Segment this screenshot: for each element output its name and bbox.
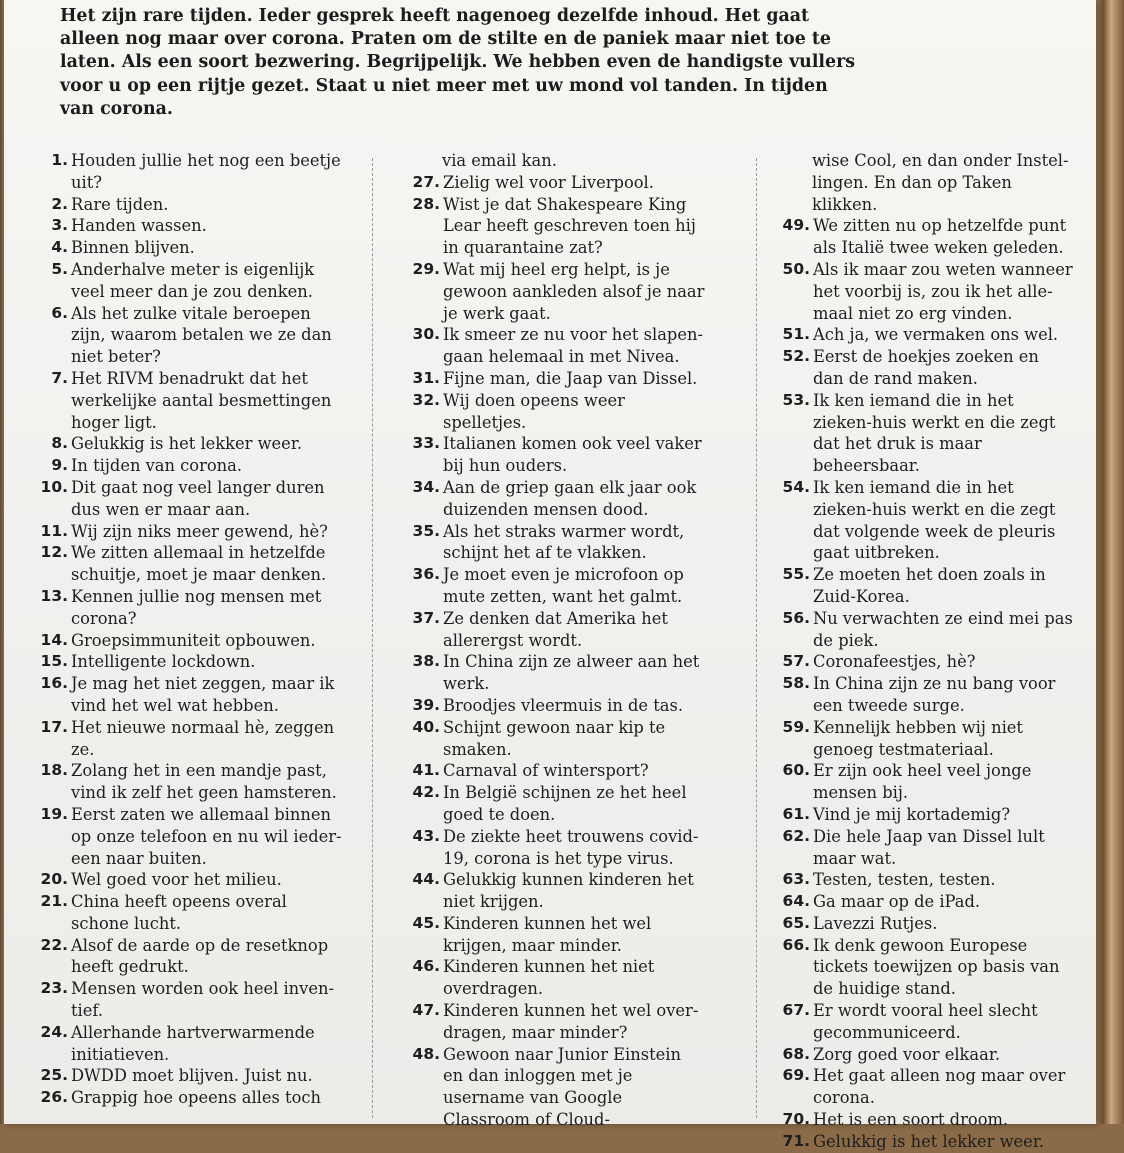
list-item bbox=[34, 1065, 349, 1087]
list-item bbox=[34, 978, 349, 1022]
item-text: Kinderen kunnen het wel krijgen, maar minder. bbox=[443, 913, 652, 955]
item-number: 22. bbox=[40, 935, 68, 954]
list-item bbox=[774, 608, 1074, 652]
item-text: Ik smeer ze nu voor het slapen-gaan helemaal in met Nivea. bbox=[443, 325, 703, 367]
item-number: 1. bbox=[51, 151, 68, 169]
item-text: Mensen worden ook heel inven-tief. bbox=[71, 979, 334, 1021]
item-number: 23. bbox=[40, 979, 68, 998]
item-text: Handen wassen. bbox=[71, 216, 207, 236]
list-item bbox=[34, 477, 349, 521]
item-number: 66. bbox=[782, 935, 810, 954]
item-text: Testen, testen, testen. bbox=[813, 870, 996, 890]
item-text: Er zijn ook heel veel jonge mensen bij. bbox=[813, 761, 1032, 803]
list-item bbox=[34, 673, 349, 717]
item-text: Dit gaat nog veel langer duren dus wen er maar aan. bbox=[71, 477, 325, 519]
item-number: 39. bbox=[412, 695, 440, 714]
item-number: 47. bbox=[412, 1001, 440, 1020]
list-item bbox=[406, 608, 706, 652]
item-number: 36. bbox=[412, 565, 440, 584]
list-item bbox=[774, 477, 1074, 564]
item-number: 27. bbox=[412, 172, 440, 191]
list-item bbox=[774, 1109, 1074, 1131]
list-item bbox=[34, 368, 349, 433]
list-item bbox=[34, 869, 349, 891]
list-item bbox=[406, 194, 706, 259]
item-text: Coronafeestjes, hè? bbox=[813, 652, 976, 672]
list-item bbox=[34, 303, 349, 368]
item-text: Rare tijden. bbox=[71, 194, 169, 214]
list-item bbox=[774, 891, 1074, 913]
list-item bbox=[774, 913, 1074, 935]
list-item bbox=[774, 564, 1074, 608]
item-text: Wij doen opeens weer spelletjes. bbox=[443, 390, 625, 432]
item-text: Vind je mij kortademig? bbox=[813, 804, 1011, 824]
item-number: 18. bbox=[40, 761, 68, 780]
list-item bbox=[406, 259, 706, 324]
list-item bbox=[774, 150, 1074, 215]
item-number: 70. bbox=[782, 1110, 810, 1129]
item-text: Schijnt gewoon naar kip te smaken. bbox=[443, 717, 666, 759]
wooden-background-right bbox=[1092, 0, 1124, 1124]
list-item bbox=[406, 760, 706, 782]
item-text: Ik ken iemand die in het zieken-huis werkt en die zegt dat volgende week de pleuris gaat uitbreken. bbox=[813, 477, 1056, 563]
item-number: 28. bbox=[412, 194, 440, 213]
column-divider-2 bbox=[756, 158, 757, 1118]
list-item bbox=[406, 1044, 706, 1131]
list-item bbox=[406, 477, 706, 521]
item-text: Kinderen kunnen het niet overdragen. bbox=[443, 957, 655, 999]
item-number: 68. bbox=[782, 1044, 810, 1063]
item-number: 60. bbox=[782, 761, 810, 780]
item-number: 13. bbox=[40, 586, 68, 605]
item-text: Het nieuwe normaal hè, zeggen ze. bbox=[71, 717, 335, 759]
list-item bbox=[406, 521, 706, 565]
item-text: Je mag het niet zeggen, maar ik vind het wel wat hebben. bbox=[71, 674, 335, 715]
item-text: Je moet even je microfoon op mute zetten, want het galmt. bbox=[443, 565, 684, 606]
item-text: via email kan. bbox=[442, 151, 557, 170]
item-text: De ziekte heet trouwens covid-19, corona is het type virus. bbox=[443, 826, 699, 868]
item-number: 59. bbox=[782, 717, 810, 736]
list-item bbox=[34, 150, 349, 194]
item-number: 33. bbox=[412, 434, 440, 453]
list-item bbox=[406, 651, 706, 695]
item-number: 53. bbox=[782, 390, 810, 409]
item-text: We zitten allemaal in hetzelfde schuitje, moet je maar denken. bbox=[71, 543, 327, 585]
list-item bbox=[774, 1065, 1074, 1109]
item-text: In België schijnen ze het heel goed te doen. bbox=[443, 783, 687, 824]
list-item bbox=[774, 673, 1074, 717]
list-item bbox=[34, 760, 349, 804]
item-number: 52. bbox=[782, 347, 810, 366]
item-number: 43. bbox=[412, 826, 440, 845]
item-number: 17. bbox=[40, 717, 68, 736]
item-number: 69. bbox=[782, 1066, 810, 1085]
list-item bbox=[774, 1000, 1074, 1044]
item-number: 30. bbox=[412, 325, 440, 344]
list-item bbox=[34, 586, 349, 630]
item-number: 64. bbox=[782, 892, 810, 911]
list-item bbox=[774, 651, 1074, 673]
item-number: 4. bbox=[51, 238, 68, 257]
item-number: 41. bbox=[412, 761, 440, 780]
item-text: Lavezzi Rutjes. bbox=[813, 913, 938, 933]
list-item bbox=[774, 259, 1074, 324]
item-number: 40. bbox=[412, 717, 440, 736]
list-item bbox=[406, 826, 706, 870]
item-text: Ga maar op de iPad. bbox=[813, 892, 981, 912]
item-text: Als het straks warmer wordt, schijnt het af te vlakken. bbox=[443, 521, 685, 563]
item-text: Nu verwachten ze eind mei pas de piek. bbox=[813, 608, 1073, 650]
item-text: Die hele Jaap van Dissel lult maar wat. bbox=[813, 826, 1045, 868]
item-text: Fijne man, die Jaap van Dissel. bbox=[443, 368, 698, 388]
list-item bbox=[406, 1000, 706, 1044]
item-number: 26. bbox=[40, 1088, 68, 1107]
list-item bbox=[406, 368, 706, 390]
item-number: 34. bbox=[412, 477, 440, 496]
item-text: Het gaat alleen nog maar over corona. bbox=[813, 1066, 1066, 1108]
item-number: 45. bbox=[412, 913, 440, 932]
list-item bbox=[406, 433, 706, 477]
item-number: 46. bbox=[412, 957, 440, 976]
item-number: 71. bbox=[782, 1131, 810, 1150]
list-item bbox=[34, 215, 349, 237]
list-item bbox=[34, 542, 349, 586]
item-number: 44. bbox=[412, 870, 440, 889]
item-number: 37. bbox=[412, 608, 440, 627]
item-text: In China zijn ze alweer aan het werk. bbox=[443, 652, 700, 694]
list-item bbox=[774, 346, 1074, 390]
item-number: 67. bbox=[782, 1001, 810, 1020]
list-item bbox=[34, 717, 349, 761]
item-number: 16. bbox=[40, 674, 68, 693]
item-text: Kennen jullie nog mensen met corona? bbox=[71, 586, 322, 628]
list-item bbox=[34, 804, 349, 869]
item-number: 7. bbox=[51, 368, 68, 387]
newspaper-clipping bbox=[4, 0, 1096, 1151]
item-number: 25. bbox=[40, 1066, 68, 1085]
list-item bbox=[34, 891, 349, 935]
item-text: Alsof de aarde op de resetknop heeft gedrukt. bbox=[71, 935, 329, 977]
item-number: 6. bbox=[51, 303, 68, 322]
item-text: Gelukkig kunnen kinderen het niet krijgen. bbox=[443, 870, 694, 912]
list-item bbox=[34, 1087, 349, 1109]
list-item bbox=[406, 782, 706, 826]
item-text: Wij zijn niks meer gewend, hè? bbox=[71, 521, 328, 541]
item-number: 63. bbox=[782, 870, 810, 889]
item-text: Groepsimmuniteit opbouwen. bbox=[71, 630, 316, 650]
item-number: 38. bbox=[412, 652, 440, 671]
item-text: Intelligente lockdown. bbox=[71, 652, 256, 672]
item-text: Zorg goed voor elkaar. bbox=[813, 1044, 1001, 1064]
item-number: 55. bbox=[782, 565, 810, 584]
item-text: Gelukkig is het lekker weer. bbox=[813, 1131, 1044, 1151]
list-item bbox=[34, 935, 349, 979]
item-text: Broodjes vleermuis in de tas. bbox=[443, 695, 683, 715]
item-text: Kinderen kunnen het wel over-dragen, maar minder? bbox=[443, 1001, 699, 1042]
item-text: Wat mij heel erg helpt, is je gewoon aankleden alsof je naar je werk gaat. bbox=[443, 259, 705, 323]
item-number: 8. bbox=[51, 434, 68, 453]
item-number: 10. bbox=[40, 477, 68, 496]
item-text: Grappig hoe opeens alles toch bbox=[71, 1088, 321, 1108]
item-number: 51. bbox=[782, 325, 810, 344]
item-number: 31. bbox=[412, 368, 440, 387]
list-item bbox=[34, 237, 349, 259]
list-item bbox=[34, 651, 349, 673]
list-item bbox=[34, 259, 349, 303]
item-number: 2. bbox=[51, 194, 68, 213]
item-text: Het is een soort droom. bbox=[813, 1110, 1009, 1130]
list-item bbox=[406, 869, 706, 913]
item-text: Zolang het in een mandje past, vind ik zelf het geen hamsteren. bbox=[71, 761, 337, 803]
item-text: Ach ja, we vermaken ons wel. bbox=[813, 325, 1059, 345]
item-number: 62. bbox=[782, 826, 810, 845]
item-text: wise Cool, en dan onder Instel-lingen. En dan op Taken klikken. bbox=[812, 151, 1069, 214]
item-text: China heeft opeens overal schone lucht. bbox=[71, 892, 287, 933]
item-number: 20. bbox=[40, 870, 68, 889]
list-item bbox=[34, 194, 349, 216]
list-column-1 bbox=[34, 150, 349, 1109]
list-item bbox=[34, 630, 349, 652]
item-number: 29. bbox=[412, 259, 440, 278]
list-item bbox=[774, 935, 1074, 1000]
item-number: 19. bbox=[40, 804, 68, 823]
item-text: DWDD moet blijven. Juist nu. bbox=[71, 1066, 313, 1086]
item-text: Allerhande hartverwarmende initiatieven. bbox=[71, 1022, 315, 1064]
list-item bbox=[406, 390, 706, 434]
item-text: Er wordt vooral heel slecht gecommuniceerd. bbox=[813, 1001, 1038, 1042]
item-number: 65. bbox=[782, 913, 810, 932]
list-item bbox=[774, 717, 1074, 761]
item-text: Gewoon naar Junior Einstein en dan inloggen met je username van Google Classroom of Cloud- bbox=[443, 1044, 681, 1130]
list-item bbox=[774, 1044, 1074, 1066]
item-text: Ze denken dat Amerika het allerergst wordt. bbox=[443, 608, 668, 650]
item-text: In tijden van corona. bbox=[71, 456, 243, 476]
list-item bbox=[774, 1131, 1074, 1153]
item-number: 58. bbox=[782, 674, 810, 693]
list-item bbox=[406, 172, 706, 194]
list-item bbox=[774, 869, 1074, 891]
item-number: 42. bbox=[412, 783, 440, 802]
column-divider-1 bbox=[372, 158, 373, 1118]
item-number: 12. bbox=[40, 543, 68, 562]
list-item bbox=[406, 324, 706, 368]
item-text: Aan de griep gaan elk jaar ook duizenden mensen dood. bbox=[443, 477, 697, 519]
item-text: Ik ken iemand die in het zieken-huis werkt en die zegt dat het druk is maar beheersbaar. bbox=[813, 390, 1056, 476]
item-number: 5. bbox=[51, 259, 68, 278]
list-item bbox=[406, 913, 706, 957]
item-text: Italianen komen ook veel vaker bij hun ouders. bbox=[443, 434, 702, 476]
list-item bbox=[406, 695, 706, 717]
item-text: Ik denk gewoon Europese tickets toewijzen op basis van de huidige stand. bbox=[813, 935, 1060, 999]
item-text: Carnaval of wintersport? bbox=[443, 761, 649, 781]
list-item bbox=[406, 150, 706, 172]
list-item bbox=[406, 564, 706, 608]
item-number: 48. bbox=[412, 1044, 440, 1063]
item-number: 54. bbox=[782, 477, 810, 496]
list-item bbox=[34, 1022, 349, 1066]
item-number: 35. bbox=[412, 521, 440, 540]
list-item bbox=[774, 826, 1074, 870]
item-text: Gelukkig is het lekker weer. bbox=[71, 434, 302, 454]
item-number: 9. bbox=[51, 456, 68, 475]
list-item bbox=[34, 455, 349, 477]
item-text: Houden jullie het nog een beetje uit? bbox=[71, 151, 341, 192]
intro-paragraph: Het zijn rare tijden. Ieder gesprek heeft nagenoeg dezelfde inhoud. Het gaat alleen nog maar over corona. Praten om de stilte en de paniek maar niet toe te laten. Als een soort bezwering. Begrijpelijk. We hebben even de handigste vullers voor u op een rijtje gezet. Staat u niet meer met uw mond vol tanden. In tijden van corona. bbox=[60, 6, 856, 119]
list-column-2 bbox=[406, 150, 706, 1131]
item-text: In China zijn ze nu bang voor een tweede surge. bbox=[813, 674, 1056, 715]
item-number: 21. bbox=[40, 892, 68, 911]
item-text: Wel goed voor het milieu. bbox=[71, 870, 282, 890]
item-text: Binnen blijven. bbox=[71, 238, 195, 258]
item-text: Wist je dat Shakespeare King Lear heeft geschreven toen hij in quarantaine zat? bbox=[443, 194, 696, 258]
item-text: Eerst zaten we allemaal binnen op onze telefoon en nu wil ieder-een naar buiten. bbox=[71, 804, 342, 868]
item-number: 32. bbox=[412, 390, 440, 409]
item-number: 14. bbox=[40, 630, 68, 649]
item-number: 3. bbox=[51, 216, 68, 235]
item-text: Eerst de hoekjes zoeken en dan de rand maken. bbox=[813, 347, 1039, 388]
list-item bbox=[774, 324, 1074, 346]
item-text: Zielig wel voor Liverpool. bbox=[443, 172, 654, 192]
list-item bbox=[774, 390, 1074, 477]
item-text: Het RIVM benadrukt dat het werkelijke aantal besmettingen hoger ligt. bbox=[71, 368, 332, 432]
list-item bbox=[34, 521, 349, 543]
item-text: Als ik maar zou weten wanneer het voorbij is, zou ik het alle-maal niet zo erg vinden. bbox=[813, 259, 1073, 323]
item-text: Als het zulke vitale beroepen zijn, waarom betalen we ze dan niet beter? bbox=[71, 303, 332, 367]
item-number: 11. bbox=[40, 521, 68, 540]
item-number: 24. bbox=[40, 1022, 68, 1041]
item-number: 49. bbox=[782, 216, 810, 235]
item-number: 50. bbox=[782, 259, 810, 278]
list-item bbox=[774, 760, 1074, 804]
list-item bbox=[774, 804, 1074, 826]
list-item bbox=[774, 215, 1074, 259]
item-text: Kennelijk hebben wij niet genoeg testmateriaal. bbox=[813, 717, 1023, 759]
item-number: 57. bbox=[782, 652, 810, 671]
item-number: 56. bbox=[782, 608, 810, 627]
list-item bbox=[34, 433, 349, 455]
list-column-3 bbox=[774, 150, 1074, 1153]
item-text: Ze moeten het doen zoals in Zuid-Korea. bbox=[813, 565, 1046, 606]
list-item bbox=[406, 956, 706, 1000]
list-item bbox=[406, 717, 706, 761]
item-text: Anderhalve meter is eigenlijk veel meer dan je zou denken. bbox=[71, 259, 315, 301]
item-number: 15. bbox=[40, 652, 68, 671]
item-number: 61. bbox=[782, 804, 810, 823]
item-text: We zitten nu op hetzelfde punt als Italië twee weken geleden. bbox=[813, 216, 1067, 258]
